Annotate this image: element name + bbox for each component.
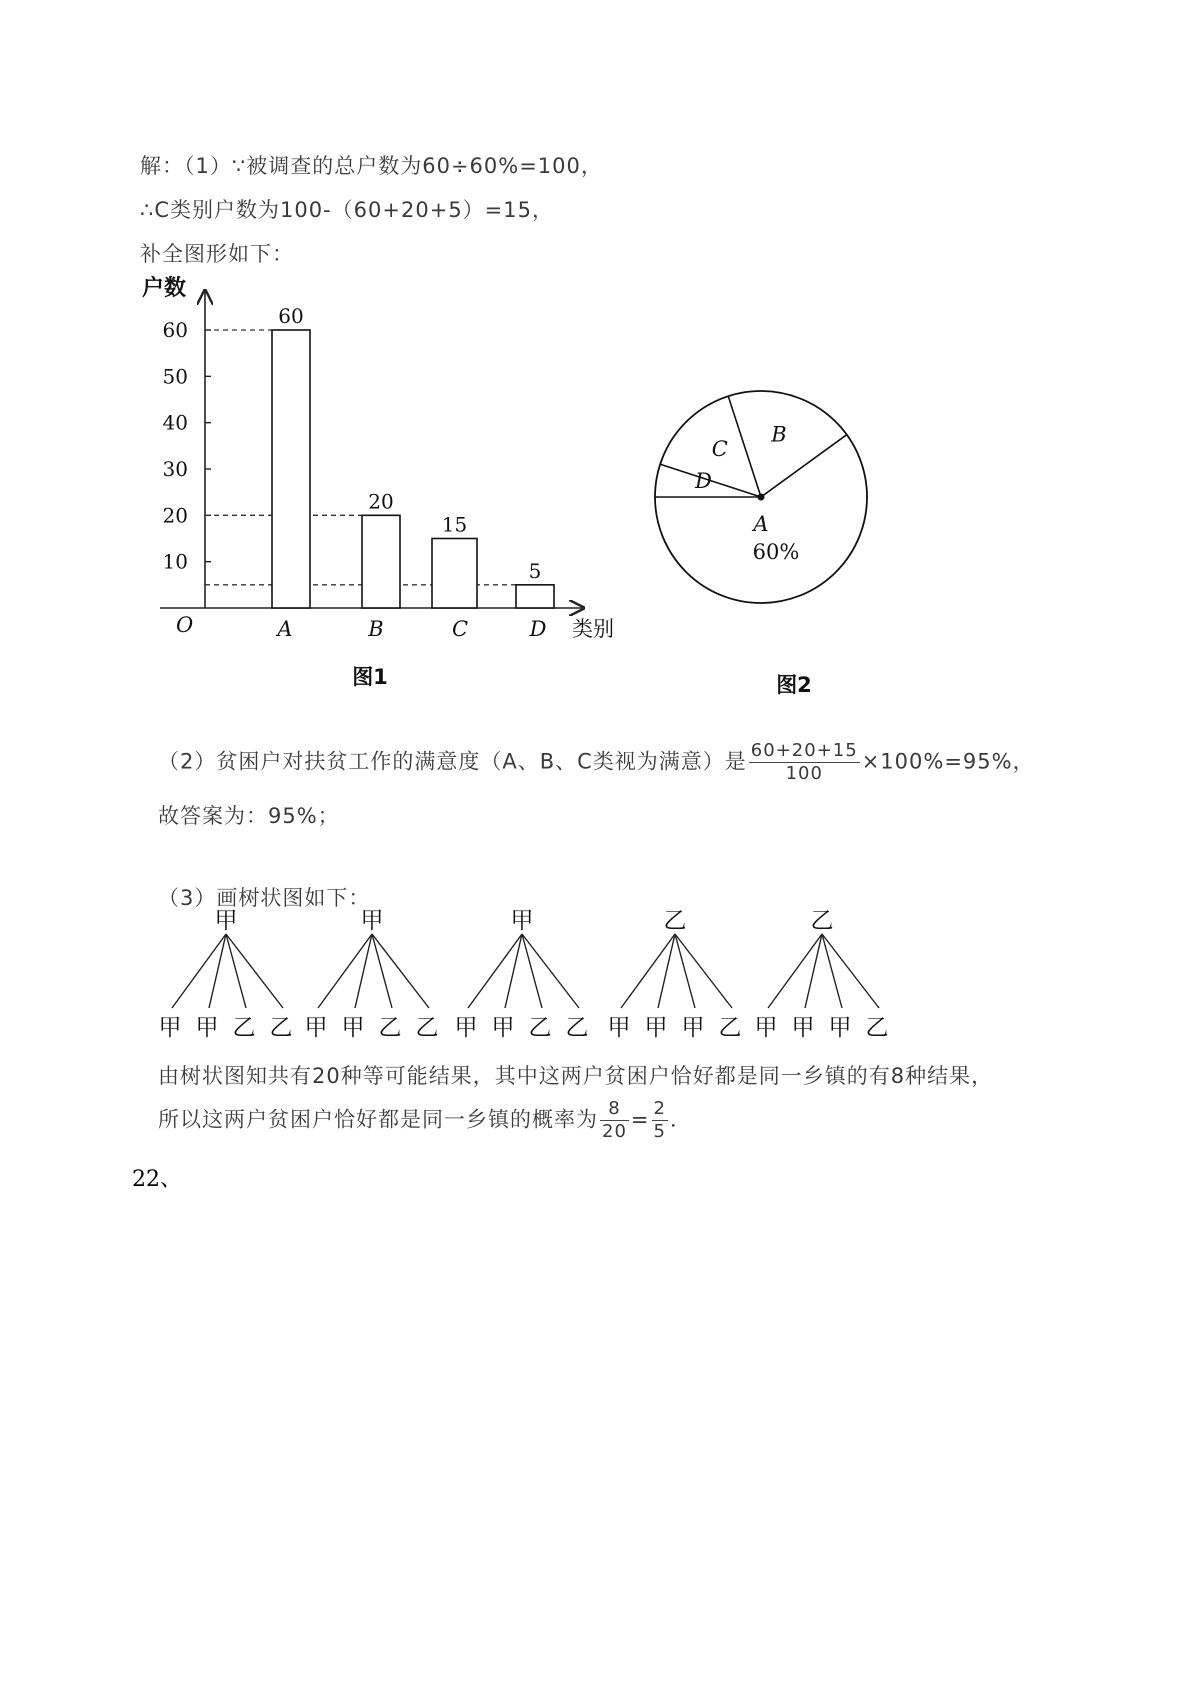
- tree-leaf: 乙: [528, 1015, 552, 1041]
- tree-root: 乙: [810, 908, 834, 934]
- tree-branch: [226, 934, 283, 1008]
- y-tick-label: 20: [162, 503, 188, 528]
- tree-leaf: 乙: [865, 1015, 889, 1041]
- chart-caption: 图1: [352, 665, 388, 689]
- tree-branch: [372, 934, 429, 1008]
- tree-branch: [822, 934, 879, 1008]
- tree-branch: [372, 934, 392, 1008]
- part3-result-2: [158, 1098, 692, 1143]
- tree-leaf: 甲: [681, 1015, 705, 1041]
- frac2-num: 2: [653, 1098, 666, 1119]
- tree-root: 乙: [663, 908, 687, 934]
- tree-root: 甲: [214, 908, 238, 934]
- solution-line-2: ∴C类别户数为100-（60+20+5）=15，: [140, 198, 554, 222]
- probability-fraction-1: [600, 1098, 629, 1143]
- tree-root: 甲: [510, 908, 534, 934]
- tree-root: 甲: [360, 908, 384, 934]
- tree-leaf: 甲: [454, 1015, 478, 1041]
- category-label: C: [451, 617, 469, 641]
- bar-value-label: 20: [368, 489, 394, 514]
- pie-slice-label-B: B: [771, 422, 787, 447]
- category-label: D: [529, 617, 547, 641]
- tree-branch: [675, 934, 732, 1008]
- solution-line-1: 解：（1）∵被调查的总户数为60÷60%=100，: [140, 154, 603, 178]
- frac1-den: 20: [602, 1121, 627, 1142]
- category-label: A: [277, 617, 293, 641]
- tree-branch: [522, 934, 579, 1008]
- y-tick-label: 40: [162, 410, 188, 435]
- tree-leaf: 乙: [415, 1015, 439, 1041]
- y-tick-label: 30: [162, 457, 188, 481]
- tree-branch: [675, 934, 695, 1008]
- y-axis-label: 户数: [142, 276, 187, 301]
- y-tick-label: 50: [162, 364, 188, 389]
- pie-slice-label-D: D: [694, 468, 712, 493]
- pie-slice-label-A: A: [753, 512, 769, 536]
- part3-result2-suffix: ．: [669, 1107, 692, 1132]
- bar-value-label: 5: [528, 558, 542, 583]
- pie-percent-label: 60%: [752, 540, 800, 564]
- x-axis-label: 类别: [572, 617, 614, 641]
- equals-sign: =: [630, 1107, 650, 1132]
- probability-fraction-2: [652, 1098, 668, 1143]
- tree-leaf: 乙: [232, 1015, 256, 1041]
- tree-leaf: 甲: [341, 1015, 365, 1041]
- part3-result-1: 由树状图知共有20种等可能结果，其中这两户贫困户恰好都是同一乡镇的有8种结果，: [158, 1064, 994, 1088]
- tree-leaf: 乙: [565, 1015, 589, 1041]
- tree-leaf: 乙: [718, 1015, 742, 1041]
- tree-leaf: 乙: [269, 1015, 293, 1041]
- part2-prefix: （2）贫困户对扶贫工作的满意度（A、B、C类视为满意）是: [158, 749, 747, 774]
- tree-leaf: 甲: [754, 1015, 778, 1041]
- part2-frac-den: 100: [785, 763, 823, 784]
- pie-slice-label-C: C: [711, 436, 728, 461]
- tree-leaf: 乙: [378, 1015, 402, 1041]
- tree-leaf: 甲: [304, 1015, 328, 1041]
- chart-caption: 图2: [776, 673, 812, 697]
- part2-suffix: ×100%=95%，: [861, 749, 1035, 774]
- frac2-den: 5: [653, 1121, 666, 1142]
- part3-result2-prefix: 所以这两户贫困户恰好都是同一乡镇的概率为: [158, 1107, 598, 1132]
- tree-leaf: 甲: [644, 1015, 668, 1041]
- tree-leaf: 甲: [791, 1015, 815, 1041]
- bar-value-label: 60: [278, 304, 304, 328]
- part2-answer: 故答案为：95%；: [158, 804, 340, 828]
- frac1-num: 8: [600, 1098, 629, 1121]
- y-tick-label: 60: [162, 318, 188, 342]
- tree-branch: [522, 934, 542, 1008]
- tree-leaf: 甲: [158, 1015, 182, 1041]
- tree-branch: [226, 934, 246, 1008]
- category-label: B: [368, 617, 384, 641]
- bar-value-label: 15: [441, 512, 468, 537]
- tree-leaf: 甲: [607, 1015, 631, 1041]
- tree-leaf: 甲: [828, 1015, 852, 1041]
- next-question-number: 22、: [132, 1167, 182, 1192]
- solution-line-3: 补全图形如下：: [140, 242, 294, 266]
- tree-leaf: 甲: [491, 1015, 515, 1041]
- part2-frac-num: 60+20+15: [750, 740, 858, 761]
- tree-branch: [822, 934, 842, 1008]
- y-tick-label: 10: [162, 549, 188, 574]
- part3-intro: （3）画树状图如下：: [158, 886, 371, 910]
- tree-leaf: 甲: [195, 1015, 219, 1041]
- origin-label: O: [176, 613, 194, 637]
